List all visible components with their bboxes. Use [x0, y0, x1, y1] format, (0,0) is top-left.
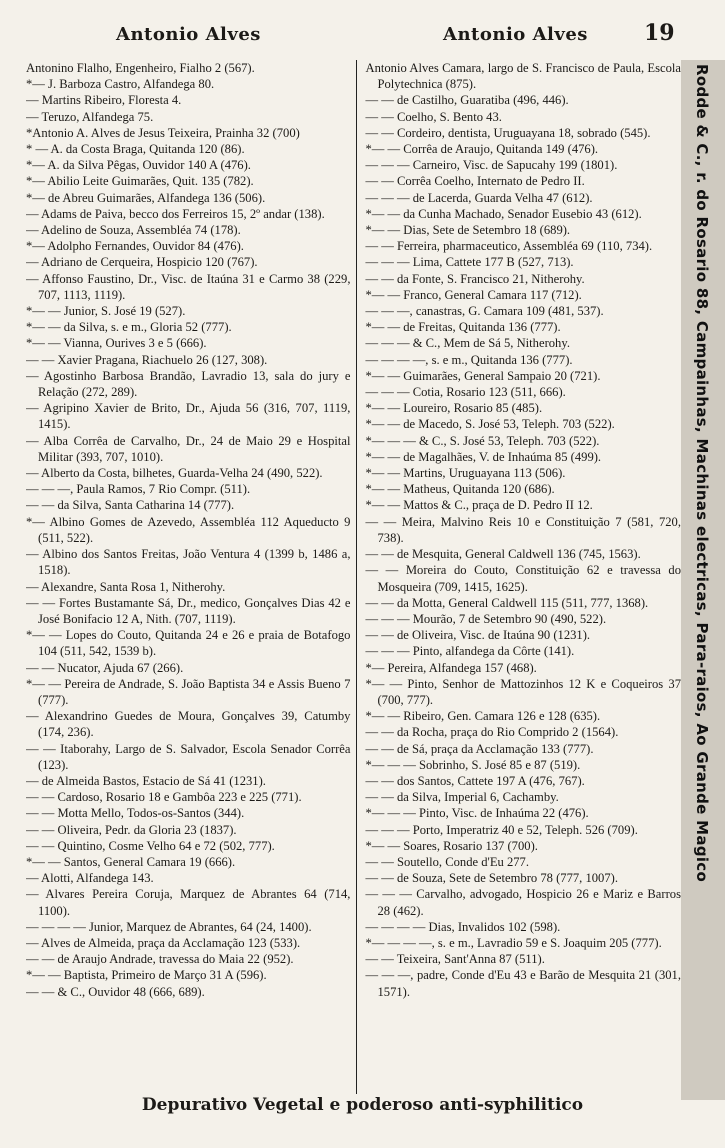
directory-entry: — — da Rocha, praça do Rio Comprido 2 (1564).: [365, 725, 619, 740]
directory-entry: — — de Sá, praça da Acclamação 133 (777).: [365, 741, 594, 756]
directory-entry: — — da Silva, Santa Catharina 14 (777).: [26, 498, 235, 513]
directory-entry: *— — Lopes do Couto, Quitanda 24 e 26 e praia de Botafogo 104 (511, 542, 1539 b).: [26, 628, 351, 659]
directory-entry: *— — da Silva, s. e m., Gloria 52 (777).: [26, 320, 232, 335]
directory-entry: — Adams de Paiva, becco dos Ferreiros 15, 2º andar (138).: [26, 206, 325, 221]
directory-entry: — — — — Dias, Invalidos 102 (598).: [365, 919, 561, 934]
directory-entry: — — Oliveira, Pedr. da Gloria 23 (1837).: [26, 822, 237, 837]
directory-entry: — — —, padre, Conde d'Eu 43 e Barão de Mesquita 21 (301, 1571).: [365, 968, 681, 999]
directory-entry: — — — Porto, Imperatriz 40 e 52, Teleph. 526 (709).: [365, 822, 638, 837]
right-column: [357, 60, 681, 1094]
directory-entry: — Agripino Xavier de Brito, Dr., Ajuda 56 (316, 707, 1119, 1415).: [26, 401, 351, 432]
directory-entry: — — — Lima, Cattete 177 B (527, 713).: [365, 255, 574, 270]
directory-entry: — Affonso Faustino, Dr., Visc. de Itaúna 31 e Carmo 38 (229, 707, 1113, 1119).: [26, 271, 351, 302]
directory-entry: — Alvares Pereira Coruja, Marquez de Abrantes 64 (714, 1100).: [26, 887, 351, 918]
directory-entry: — — — Mourão, 7 de Setembro 90 (490, 522).: [365, 611, 607, 626]
directory-entry: — Agostinho Barbosa Brandão, Lavradio 13, sala do jury e Relação (272, 289).: [26, 368, 351, 400]
directory-entry: — — — Pinto, alfandega da Côrte (141).: [365, 644, 575, 659]
directory-entry: — — Nucator, Ajuda 67 (266).: [26, 660, 184, 675]
directory-entry: — — da Motta, General Caldwell 115 (511, 777, 1368).: [365, 595, 649, 610]
directory-entry: — Adelino de Souza, Assembléa 74 (178).: [26, 223, 241, 238]
directory-entry: * — A. da Costa Braga, Quitanda 120 (86).: [26, 142, 245, 157]
directory-entry: — — Fortes Bustamante Sá, Dr., medico, Gonçalves Dias 42 e José Bonifacio 12 A, Nith. (707, 1119).: [26, 595, 351, 626]
directory-entry: — Adriano de Cerqueira, Hospicio 120 (767).: [26, 255, 258, 270]
directory-entry: *— — Corrêa de Araujo, Quitanda 149 (476).: [365, 142, 599, 157]
directory-entry: Antonio Alves Camara, largo de S. Francisco de Paula, Escola Polytechnica (875).: [365, 61, 681, 92]
directory-entry: — — de Mesquita, General Caldwell 136 (745, 1563).: [365, 547, 641, 562]
directory-entry: — — — — Junior, Marquez de Abrantes, 64 (24, 1400).: [26, 919, 312, 934]
running-header-right: Antonio Alves: [443, 24, 588, 45]
directory-entry: — — Itaborahy, Largo de S. Salvador, Escola Senador Corrêa (123).: [26, 741, 351, 772]
directory-entry: — — Cordeiro, dentista, Uruguayana 18, sobrado (545).: [365, 125, 651, 140]
directory-entry: — Alotti, Alfandega 143.: [26, 871, 154, 886]
directory-entry: — — — & C., Mem de Sá 5, Nitherohy.: [365, 336, 570, 351]
directory-entry: Antonino Flalho, Engenheiro, Fialho 2 (567).: [26, 61, 255, 75]
directory-entry: *— — Baptista, Primeiro de Março 31 A (596).: [26, 968, 267, 983]
directory-entry: — — Ferreira, pharmaceutico, Assembléa 69 (110, 734).: [365, 239, 653, 254]
directory-entry: — — Soutello, Conde d'Eu 277.: [365, 854, 530, 869]
directory-entry: — — da Silva, Imperial 6, Cachamby.: [365, 790, 559, 805]
directory-entry: — Albino dos Santos Freitas, João Ventura 4 (1399 b, 1486 a, 1518).: [26, 547, 351, 578]
directory-entry: *— — Soares, Rosario 137 (700).: [365, 838, 538, 853]
footer-advertisement: Depurativo Vegetal e poderoso anti-syphilitico: [141, 1095, 584, 1115]
directory-entry: *— — — Pinto, Visc. de Inhaúma 22 (476).: [365, 806, 589, 821]
directory-entry: *— — Matheus, Quitanda 120 (686).: [365, 482, 555, 497]
side-advertisement-text: Rodde & C., r. do Rosario 88, Campainhas, Machinas electricas, Para-raios, Ao Grande Magico: [693, 64, 711, 883]
directory-entry: *— — Santos, General Camara 19 (666).: [26, 854, 236, 869]
directory-columns: [26, 60, 681, 1094]
directory-entry: — — —, canastras, G. Camara 109 (481, 537).: [365, 304, 604, 319]
directory-entry: *— — Guimarães, General Sampaio 20 (721).: [365, 368, 601, 383]
directory-entry: — — Quintino, Cosme Velho 64 e 72 (502, 777).: [26, 838, 275, 853]
directory-entry: — — Coelho, S. Bento 43.: [365, 109, 502, 124]
directory-entry: — — — Cotia, Rosario 123 (511, 666).: [365, 385, 566, 400]
page-header: [0, 8, 725, 48]
directory-entry: *— Abilio Leite Guimarães, Quit. 135 (782).: [26, 174, 254, 189]
side-advertisement-strip: [681, 60, 725, 1100]
directory-entry: *— — de Freitas, Quitanda 136 (777).: [365, 320, 561, 335]
directory-entry: — Teruzo, Alfandega 75.: [26, 109, 154, 124]
directory-entry: *— Pereira, Alfandega 157 (468).: [365, 660, 537, 675]
directory-entry: *— Albino Gomes de Azevedo, Assembléa 112 Aqueducto 9 (511, 522).: [26, 514, 351, 545]
directory-entry: — — Cardoso, Rosario 18 e Gambôa 223 e 225 (771).: [26, 790, 302, 805]
directory-entry: *— — Dias, Sete de Setembro 18 (689).: [365, 223, 571, 238]
directory-entry: *— — Vianna, Ourives 3 e 5 (666).: [26, 336, 207, 351]
directory-entry: *— de Abreu Guimarães, Alfandega 136 (506).: [26, 190, 266, 205]
directory-entry: — — de Araujo Andrade, travessa do Maia 22 (952).: [26, 952, 294, 967]
directory-entry: *— — Ribeiro, Gen. Camara 126 e 128 (635).: [365, 709, 601, 724]
directory-entry: — Alberto da Costa, bilhetes, Guarda-Velha 24 (490, 522).: [26, 466, 323, 481]
running-header-left: Antonio Alves: [116, 24, 261, 45]
directory-entry: *— — de Magalhães, V. de Inhaúma 85 (499).: [365, 449, 602, 464]
directory-entry: *— — — —, s. e m., Lavradio 59 e S. Joaquim 205 (777).: [365, 935, 662, 950]
directory-entry: *— — Mattos & C., praça de D. Pedro II 12.: [365, 498, 593, 513]
directory-entry: — de Almeida Bastos, Estacio de Sá 41 (1231).: [26, 773, 266, 788]
directory-entry: — Alexandre, Santa Rosa 1, Nitherohy.: [26, 579, 226, 594]
directory-entry: *— — Franco, General Camara 117 (712).: [365, 287, 582, 302]
directory-entry: *— — Martins, Uruguayana 113 (506).: [365, 466, 566, 481]
directory-entry: *— — Loureiro, Rosario 85 (485).: [365, 401, 543, 416]
directory-entry: — — Moreira do Couto, Constituição 62 e travessa do Mosqueira (709, 1415, 1625).: [365, 563, 681, 594]
directory-entry: — Alexandrino Guedes de Moura, Gonçalves 39, Catumby (174, 236).: [26, 709, 351, 740]
directory-entry: — — — Carneiro, Visc. de Sapucahy 199 (1801).: [365, 158, 618, 173]
directory-entry: *— — de Macedo, S. José 53, Teleph. 703 (522).: [365, 417, 615, 432]
directory-entry: *— A. da Silva Pêgas, Ouvidor 140 A (476).: [26, 158, 251, 173]
directory-entry: *Antonio A. Alves de Jesus Teixeira, Prainha 32 (700): [26, 125, 300, 140]
directory-entry: — — — —, s. e m., Quitanda 136 (777).: [365, 352, 573, 367]
directory-entry: — — Corrêa Coelho, Internato de Pedro II.: [365, 174, 585, 189]
directory-entry: — — de Oliveira, Visc. de Itaúna 90 (1231).: [365, 628, 591, 643]
directory-entry: — — Motta Mello, Todos-os-Santos (344).: [26, 806, 245, 821]
directory-entry: *— — — & C., S. José 53, Teleph. 703 (522).: [365, 433, 600, 448]
directory-entry: — — —, Paula Ramos, 7 Rio Compr. (511).: [26, 482, 251, 497]
directory-entry: — — & C., Ouvidor 48 (666, 689).: [26, 984, 205, 999]
directory-entry: — — — Carvalho, advogado, Hospicio 26 e Mariz e Barros 28 (462).: [365, 887, 681, 918]
directory-entry: *— — Junior, S. José 19 (527).: [26, 304, 186, 319]
directory-entry: — — da Fonte, S. Francisco 21, Nitherohy.: [365, 271, 585, 286]
directory-entry: — — Xavier Pragana, Riachuelo 26 (127, 308).: [26, 352, 268, 367]
directory-entry: — — de Castilho, Guaratiba (496, 446).: [365, 93, 569, 108]
directory-entry: *— — — Sobrinho, S. José 85 e 87 (519).: [365, 757, 581, 772]
directory-entry: *— Adolpho Fernandes, Ouvidor 84 (476).: [26, 239, 244, 254]
directory-entry: — — — de Lacerda, Guarda Velha 47 (612).: [365, 190, 593, 205]
directory-entry: *— — Pereira de Andrade, S. João Baptista 34 e Assis Bueno 7 (777).: [26, 676, 351, 707]
page-number: 19: [644, 20, 675, 46]
directory-entry: *— — Pinto, Senhor de Mattozinhos 12 K e Coqueiros 37 (700, 777).: [365, 676, 681, 707]
directory-entry: — Alba Corrêa de Carvalho, Dr., 24 de Maio 29 e Hospital Militar (393, 707, 1010).: [26, 433, 351, 464]
directory-entry: *— — da Cunha Machado, Senador Eusebio 43 (612).: [365, 206, 642, 221]
directory-entry: — Martins Ribeiro, Floresta 4.: [26, 93, 182, 108]
directory-entry: — — Teixeira, Sant'Anna 87 (511).: [365, 952, 545, 967]
directory-entry: — — Meira, Malvino Reis 10 e Constituição 7 (581, 720, 738).: [365, 514, 681, 545]
directory-entry: — Alves de Almeida, praça da Acclamação 123 (533).: [26, 935, 301, 950]
directory-entry: — — de Souza, Sete de Setembro 78 (777, 1007).: [365, 871, 618, 886]
left-column: [26, 60, 357, 1094]
directory-entry: — — dos Santos, Cattete 197 A (476, 767).: [365, 773, 585, 788]
directory-entry: *— J. Barboza Castro, Alfandega 80.: [26, 77, 215, 92]
